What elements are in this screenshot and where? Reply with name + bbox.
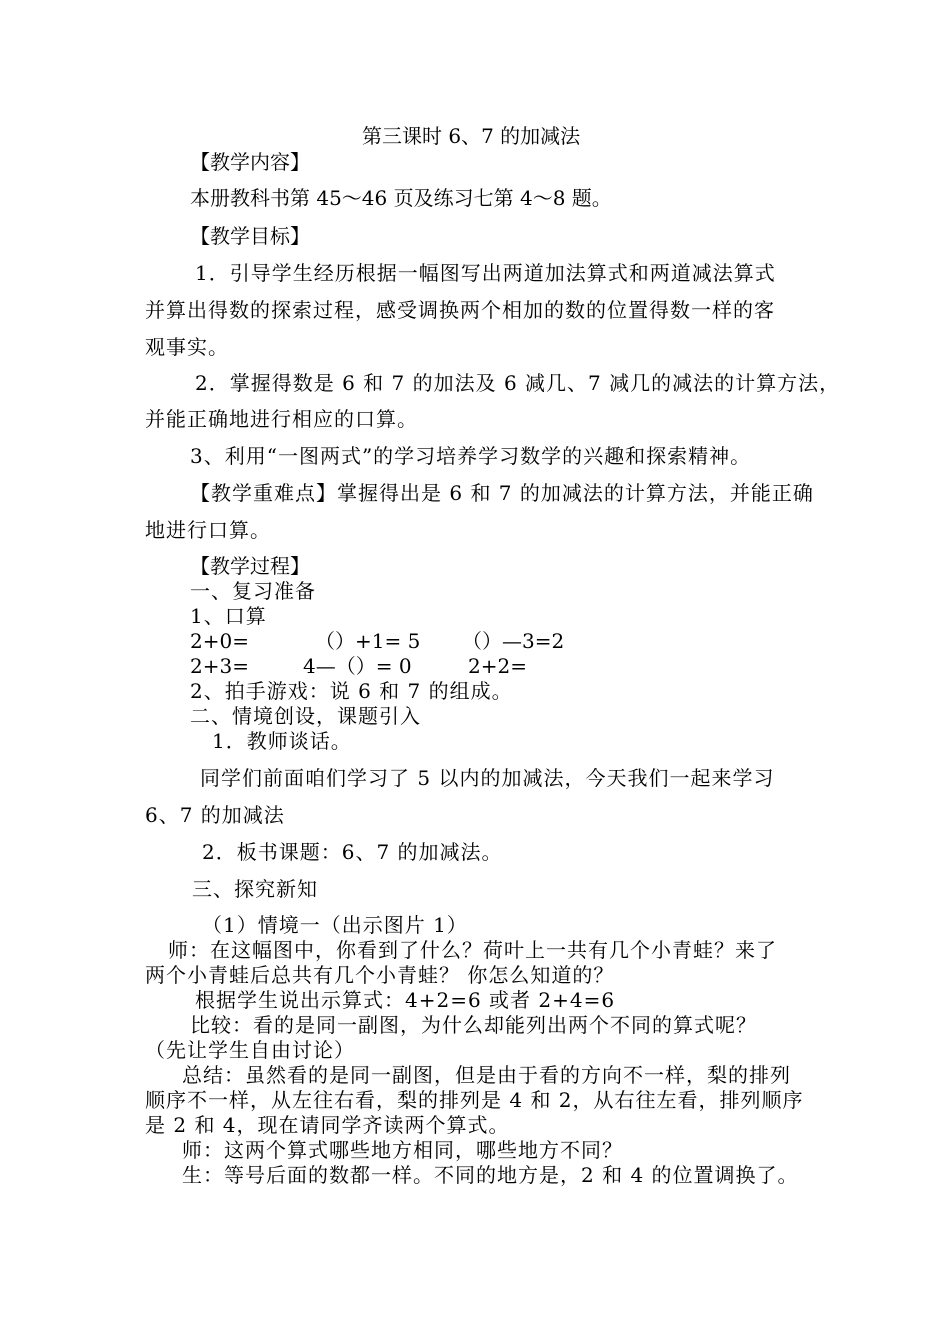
teacher-talk: 1．教师谈话。: [212, 729, 352, 753]
summary-line2: 顺序不一样，从左往右看，梨的排列是 4 和 2，从右往左看，排列顺序: [145, 1088, 804, 1112]
teacher-question2: 师：这两个算式哪些地方相同，哪些地方不同？: [182, 1138, 623, 1162]
oral-problem: 2+2=: [468, 654, 527, 678]
formula: 根据学生说出示算式：4+2=6 或者 2+4=6: [195, 988, 616, 1012]
goal1-line1: 1．引导学生经历根据一幅图写出两道加法算式和两道减法算式: [195, 261, 776, 285]
explore-heading: 三、探究新知: [192, 877, 318, 901]
scene1: （1）情境一（出示图片 1）: [202, 913, 468, 937]
oral-heading: 1、口算: [190, 604, 267, 628]
process-heading: 【教学过程】: [190, 554, 310, 578]
page-title: 第三课时 6、7 的加减法: [362, 124, 581, 148]
goal1-line2: 并算出得数的探索过程，感受调换两个相加的数的位置得数一样的客: [145, 298, 775, 322]
oral-problem: 2+0=: [190, 629, 249, 653]
content-heading: 【教学内容】: [190, 150, 310, 174]
compare-line2: （先让学生自由讨论）: [145, 1038, 355, 1062]
oral-problem: （）—3=2: [462, 629, 565, 653]
student-answer: 生：等号后面的数都一样。不同的地方是，2 和 4 的位置调换了。: [182, 1163, 799, 1187]
goals-heading: 【教学目标】: [190, 224, 310, 248]
keypoint-line1: 【教学重难点】掌握得出是 6 和 7 的加减法的计算方法，并能正确: [190, 481, 814, 505]
goal1-line3: 观事实。: [145, 335, 229, 359]
clap-game: 2、拍手游戏：说 6 和 7 的组成。: [190, 679, 513, 703]
goal3: 3、利用“一图两式”的学习培养学习数学的兴趣和探索精神。: [190, 444, 752, 468]
goal2-line1: 2．掌握得数是 6 和 7 的加法及 6 减几、7 减几的减法的计算方法，: [195, 371, 841, 395]
board-title: 2．板书课题：6、7 的加减法。: [202, 840, 503, 864]
content-text: 本册教科书第 45～46 页及练习七第 4～8 题。: [190, 186, 612, 210]
goal2-line2: 并能正确地进行相应的口算。: [145, 407, 418, 431]
teacher-question-line1: 师：在这幅图中，你看到了什么？荷叶上一共有几个小青蛙？来了: [168, 938, 777, 962]
teacher-question-line2: 两个小青蛙后总共有几个小青蛙？ 你怎么知道的？: [145, 963, 615, 987]
talk-text-line1: 同学们前面咱们学习了 5 以内的加减法，今天我们一起来学习: [200, 766, 775, 790]
oral-problem: （）+1= 5: [315, 629, 421, 653]
oral-problem: 4—（）= 0: [303, 654, 412, 678]
talk-text-line2: 6、7 的加减法: [145, 803, 285, 827]
compare-line1: 比较：看的是同一副图，为什么却能列出两个不同的算式呢？: [190, 1013, 757, 1037]
situation-heading: 二、情境创设，课题引入: [190, 704, 421, 728]
keypoint-line2: 地进行口算。: [145, 518, 271, 542]
review-heading: 一、复习准备: [190, 579, 316, 603]
summary-line3: 是 2 和 4，现在请同学齐读两个算式。: [145, 1113, 510, 1137]
summary-line1: 总结：虽然看的是同一副图，但是由于看的方向不一样，梨的排列: [182, 1063, 791, 1087]
oral-problem: 2+3=: [190, 654, 249, 678]
